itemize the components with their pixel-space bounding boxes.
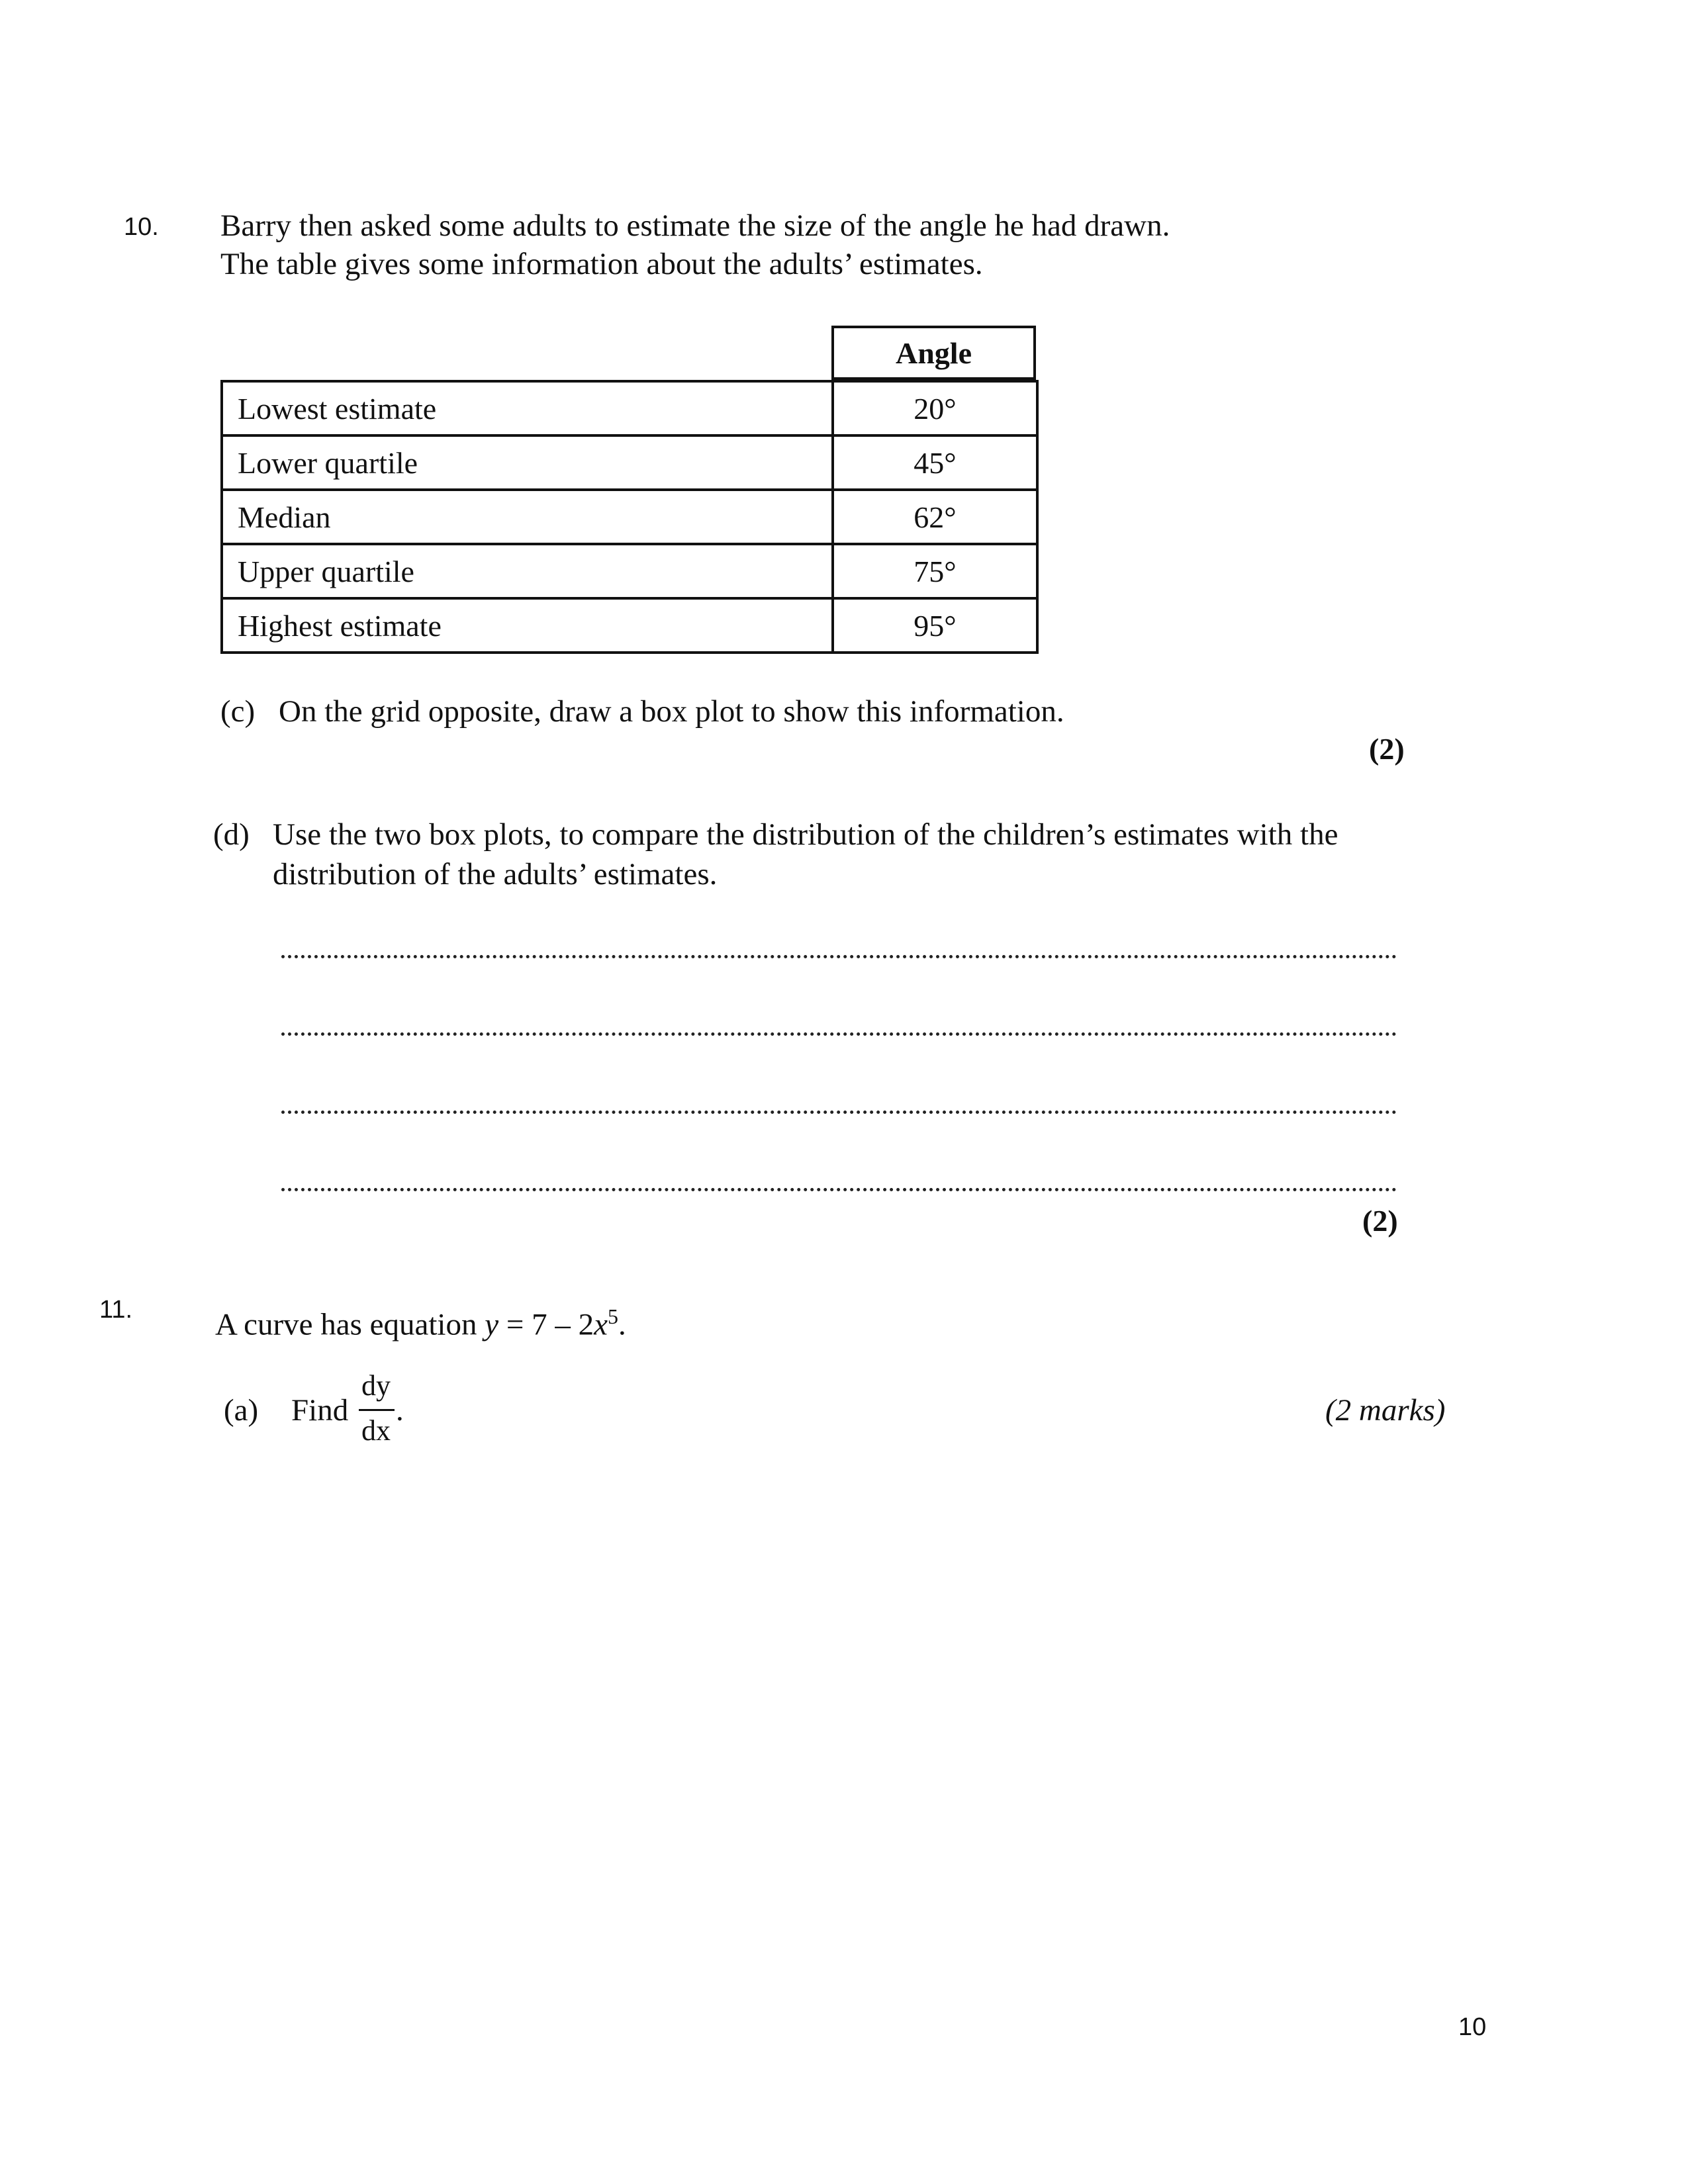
part-c-text: On the grid opposite, draw a box plot to show this information. <box>279 694 1064 729</box>
fraction-bar <box>359 1409 395 1411</box>
q11-intro-prefix: A curve has equation <box>215 1307 477 1342</box>
answer-line[interactable] <box>281 1188 1397 1191</box>
table-row <box>220 488 1039 545</box>
part-c-label: (c) <box>220 694 256 729</box>
row-value: 45° <box>831 434 1039 491</box>
equation-end: . <box>618 1307 626 1342</box>
row-value: 62° <box>831 488 1039 545</box>
table-row <box>220 597 1039 654</box>
row-value: 95° <box>831 597 1039 654</box>
row-label: Upper quartile <box>220 543 834 600</box>
equation-y: y <box>485 1307 499 1342</box>
table-header-angle: Angle <box>831 326 1036 380</box>
part-a-end: . <box>396 1393 404 1428</box>
q10-intro-line2: The table gives some information about the adults’ estimates. <box>220 247 983 281</box>
part-d-label: (d) <box>213 817 250 852</box>
equation-exponent: 5 <box>607 1304 618 1328</box>
row-label: Lower quartile <box>220 434 834 491</box>
row-value: 20° <box>831 380 1039 437</box>
page-number: 10 <box>1458 2013 1487 2041</box>
equation-rest: = 7 – 2 <box>498 1307 594 1342</box>
part-a-text: Find <box>291 1393 349 1428</box>
part-d-text-line2: distribution of the adults’ estimates. <box>273 857 718 891</box>
part-d-marks: (2) <box>1362 1204 1398 1238</box>
fraction-numerator: dy <box>361 1369 391 1402</box>
row-value: 75° <box>831 543 1039 600</box>
q11-intro <box>215 1297 626 1344</box>
fraction-denominator: dx <box>361 1414 391 1447</box>
row-label: Median <box>220 488 834 545</box>
answer-line[interactable] <box>281 955 1397 958</box>
part-c-marks: (2) <box>1369 732 1405 766</box>
question-number-11: 11. <box>99 1296 133 1324</box>
table-row <box>220 543 1039 600</box>
row-label: Highest estimate <box>220 597 834 654</box>
part-d-text-line1: Use the two box plots, to compare the distribution of the children’s estimates with the <box>273 817 1338 852</box>
equation-x: x <box>594 1307 608 1342</box>
part-a-label: (a) <box>224 1393 259 1428</box>
table-row <box>220 434 1039 491</box>
question-number-10: 10. <box>124 213 159 241</box>
part-a-marks: (2 marks) <box>1325 1393 1446 1428</box>
q10-intro-line1: Barry then asked some adults to estimate the size of the angle he had drawn. <box>220 208 1170 243</box>
answer-line[interactable] <box>281 1111 1397 1114</box>
table-row <box>220 380 1039 437</box>
row-label: Lowest estimate <box>220 380 834 437</box>
answer-line[interactable] <box>281 1032 1397 1036</box>
